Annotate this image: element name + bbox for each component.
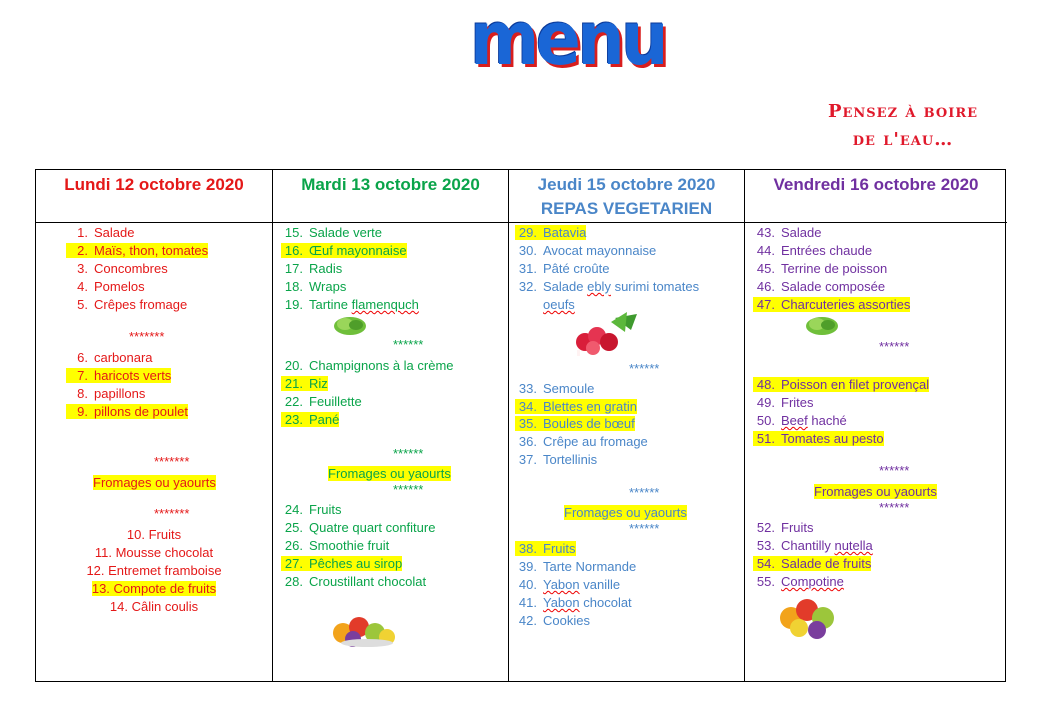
separator: ******	[393, 446, 424, 461]
header-jeudi-subtitle: REPAS VEGETARIEN	[540, 199, 713, 218]
column-jeudi	[508, 170, 744, 681]
separator: *******	[129, 329, 165, 344]
list-item: 50. Beef haché	[756, 413, 847, 428]
list-item: 40. Yabon vanille	[518, 577, 621, 592]
list-item: 36. Crêpe au fromage	[518, 434, 648, 449]
header-jeudi	[509, 170, 744, 223]
list-item: 16. Œuf mayonnaise	[281, 242, 407, 260]
list-item: 49. Frites	[756, 395, 814, 410]
water-reminder-line1: Pensez à boire	[827, 101, 979, 122]
list-item: 20. Champignons à la crème	[284, 358, 454, 373]
list-item: 51. Tomates au pesto	[753, 430, 884, 448]
list-item: 55. Compotine	[756, 574, 844, 589]
list-item: 7. haricots verts	[66, 367, 171, 385]
separator: ******	[393, 337, 424, 352]
list-item: 45. Terrine de poisson	[756, 261, 888, 276]
cheese-line: Fromages ou yaourts	[93, 475, 216, 490]
list-item: 42. Cookies	[518, 613, 590, 628]
list-item: 41. Yabon chocolat	[518, 595, 632, 610]
radish-icon	[571, 312, 641, 358]
list-item: 6. carbonara	[77, 350, 153, 365]
separator: *******	[154, 506, 190, 521]
list-item: 43. Salade	[756, 225, 822, 240]
separator: ******	[879, 463, 910, 478]
list-item: 46. Salade composée	[756, 279, 886, 294]
list-item: 2. Maïs, thon, tomates	[66, 242, 208, 260]
list-item: 29. Batavia	[515, 224, 586, 242]
list-item: 5. Crêpes fromage	[77, 297, 188, 312]
list-item: 31. Pâté croûte	[518, 261, 610, 276]
water-reminder-line2: de l'eau…	[852, 129, 954, 150]
cheese-line: Fromages ou yaourts	[814, 484, 937, 499]
list-item: 15. Salade verte	[284, 225, 382, 240]
fruits-icon	[329, 609, 401, 649]
cheese-line: Fromages ou yaourts	[328, 466, 451, 481]
list-item: 22. Feuillette	[284, 394, 362, 409]
list-item-continuation: oeufs	[543, 297, 575, 312]
list-item: 25. Quatre quart confiture	[284, 520, 436, 535]
list-item: 39. Tarte Normande	[518, 559, 637, 574]
list-item: 37. Tortellinis	[518, 452, 598, 467]
list-item: 4. Pomelos	[77, 279, 145, 294]
separator: ******	[879, 500, 910, 515]
list-item: 21. Riz	[281, 375, 328, 393]
list-item: 12. Entremet framboise	[86, 563, 222, 578]
header-mardi: Mardi 13 octobre 2020	[273, 170, 508, 223]
column-mardi	[272, 170, 508, 681]
list-item: 35. Boules de bœuf	[515, 415, 635, 433]
list-item: 38. Fruits	[515, 540, 576, 558]
list-item: 34. Blettes en gratin	[515, 398, 637, 416]
list-item: 23. Pané	[281, 411, 339, 429]
separator: ******	[393, 482, 424, 497]
list-item: 9. pillons de poulet	[66, 403, 188, 421]
list-item: 52. Fruits	[756, 520, 814, 535]
menu-title: menu	[470, 0, 666, 82]
list-item: 17. Radis	[284, 261, 343, 276]
list-item: 33. Semoule	[518, 381, 595, 396]
list-item: 18. Wraps	[284, 279, 347, 294]
lettuce-icon	[805, 314, 839, 336]
list-item: 3. Concombres	[77, 261, 168, 276]
menu-table	[35, 169, 1006, 682]
column-vendredi	[744, 170, 1007, 681]
fruits-icon	[777, 590, 839, 640]
separator: ******	[629, 521, 660, 536]
list-item: 32. Salade ebly surimi tomates	[518, 279, 700, 294]
list-item: 10. Fruits	[126, 527, 182, 542]
list-item: 8. papillons	[77, 386, 146, 401]
water-reminder	[800, 98, 1006, 154]
header-lundi: Lundi 12 octobre 2020	[36, 170, 272, 223]
list-item: 11. Mousse chocolat	[94, 545, 214, 560]
list-item: 13. Compote de fruits	[91, 581, 217, 596]
list-item: 27. Pêches au sirop	[281, 555, 402, 573]
list-item: 19. Tartine flamenquch	[284, 297, 419, 312]
header-vendredi: Vendredi 16 octobre 2020	[745, 170, 1007, 223]
list-item: 47. Charcuteries assorties	[753, 296, 910, 314]
list-item: 28. Croustillant chocolat	[284, 574, 427, 589]
cheese-line: Fromages ou yaourts	[564, 505, 687, 520]
list-item: 1. Salade	[77, 225, 135, 240]
header-jeudi-date: Jeudi 15 octobre 2020	[537, 175, 716, 194]
list-item: 54. Salade de fruits	[753, 555, 871, 573]
lettuce-icon	[333, 314, 367, 336]
list-item: 24. Fruits	[284, 502, 342, 517]
list-item: 26. Smoothie fruit	[284, 538, 390, 553]
separator: *******	[154, 454, 190, 469]
list-item: 14. Câlin coulis	[109, 599, 199, 614]
list-item: 30. Avocat mayonnaise	[518, 243, 657, 258]
separator: ******	[879, 339, 910, 354]
separator: ******	[629, 485, 660, 500]
column-lundi	[36, 170, 272, 681]
list-item: 44. Entrées chaude	[756, 243, 873, 258]
list-item: 53. Chantilly nutella	[756, 538, 873, 553]
separator: ******	[629, 361, 660, 376]
list-item: 48. Poisson en filet provençal	[753, 376, 929, 394]
